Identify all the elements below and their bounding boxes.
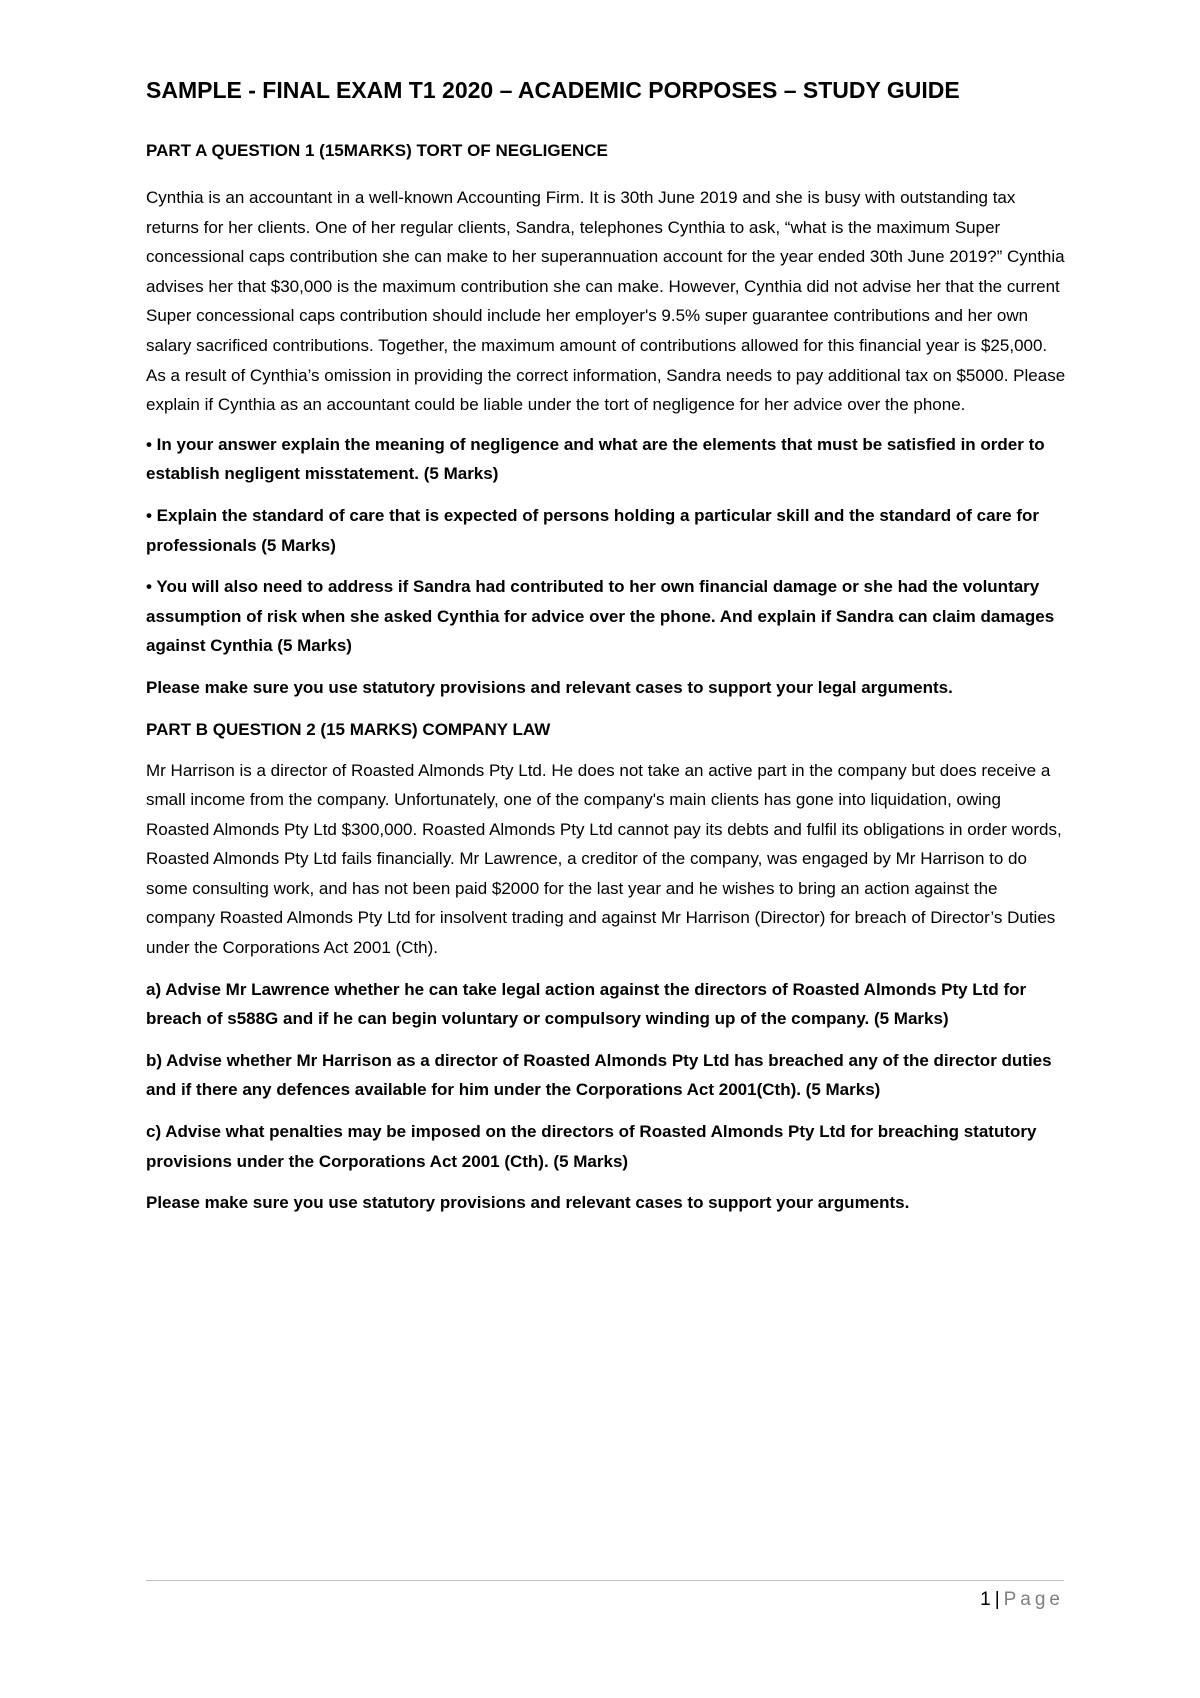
footer-separator: |	[994, 1589, 1000, 1610]
part-a-task-1: • In your answer explain the meaning of negligence and what are the elements that must be satisfied in order to establish negligent misstatement. (5 Marks)	[146, 434, 1045, 484]
part-a-heading: PART A QUESTION 1 (15MARKS) TORT OF NEGLIGENCE	[146, 141, 608, 160]
page-number: 1	[980, 1589, 991, 1610]
page-footer	[980, 1586, 1064, 1614]
part-b-question-c: c) Advise what penalties may be imposed on the directors of Roasted Almonds Pty Ltd for breaching statutory provisions under the Corporations Act 2001 (Cth). (5 Marks)	[146, 1122, 1037, 1171]
part-b-question-b: b) Advise whether Mr Harrison as a director of Roasted Almonds Pty Ltd has breached any of the director duties and if there any defences available for him under the Corporations Act 2001(Cth). (5 Marks)	[146, 1050, 1052, 1100]
document-title: SAMPLE - FINAL EXAM T1 2020 – ACADEMIC PORPOSES – STUDY GUIDE	[146, 77, 960, 103]
part-b-closing-note: Please make sure you use statutory provisions and relevant cases to support your arguments.	[146, 1193, 910, 1213]
part-a-scenario: Cynthia is an accountant in a well-known Accounting Firm. It is 30th June 2019 and she is busy with outstanding tax returns for her clients. One of her regular clients, Sandra, telephones Cynthia to ask, “what is the maximum Super concessional caps contribution she can make to her superannuation account for the year ended 30th June 2019?” Cynthia advises her that $30,000 is the maximum contribution she can make. However, Cynthia did not advise her that the current Super concessional caps contribution should include her employer's 9.5% super guarantee contributions and her own salary sacrificed contributions. Together, the maximum amount of contributions allowed for this financial year is $25,000. As a result of Cynthia’s omission in providing the correct information, Sandra needs to pay additional tax on $5000. Please explain if Cynthia as an accountant could be liable under the tort of negligence for her advice over the phone.	[146, 188, 1066, 415]
part-b-heading: PART B QUESTION 2 (15 MARKS) COMPANY LAW	[146, 719, 551, 739]
document-content	[146, 74, 1066, 1230]
footer-divider	[146, 1580, 1064, 1581]
part-a-task-3: • You will also need to address if Sandra had contributed to her own financial damage or she had the voluntary assumption of risk when she asked Cynthia for advice over the phone. And explain if Sandra can claim damages against Cynthia (5 Marks)	[146, 577, 1055, 656]
page-label: Page	[1003, 1589, 1064, 1610]
part-a-task-2: • Explain the standard of care that is expected of persons holding a particular skill and the standard of care for professionals (5 Marks)	[146, 505, 1039, 555]
part-b-scenario: Mr Harrison is a director of Roasted Almonds Pty Ltd. He does not take an active part in the company but does receive a small income from the company. Unfortunately, one of the company's main clients has gone into liquidation, owing Roasted Almonds Pty Ltd $300,000. Roasted Almonds Pty Ltd cannot pay its debts and fulfil its obligations in order words, Roasted Almonds Pty Ltd fails financially. Mr Lawrence, a creditor of the company, was engaged by Mr Harrison to do some consulting work, and has not been paid $2000 for the last year and he wishes to bring an action against the company Roasted Almonds Pty Ltd for insolvent trading and against Mr Harrison (Director) for breach of Director’s Duties under the Corporations Act 2001 (Cth).	[146, 760, 1062, 958]
part-a-closing-note: Please make sure you use statutory provisions and relevant cases to support your legal arguments.	[146, 677, 953, 697]
part-b-question-a: a) Advise Mr Lawrence whether he can take legal action against the directors of Roasted Almonds Pty Ltd for breach of s588G and if he can begin voluntary or compulsory winding up of the company. (5 Marks)	[146, 979, 1027, 1029]
